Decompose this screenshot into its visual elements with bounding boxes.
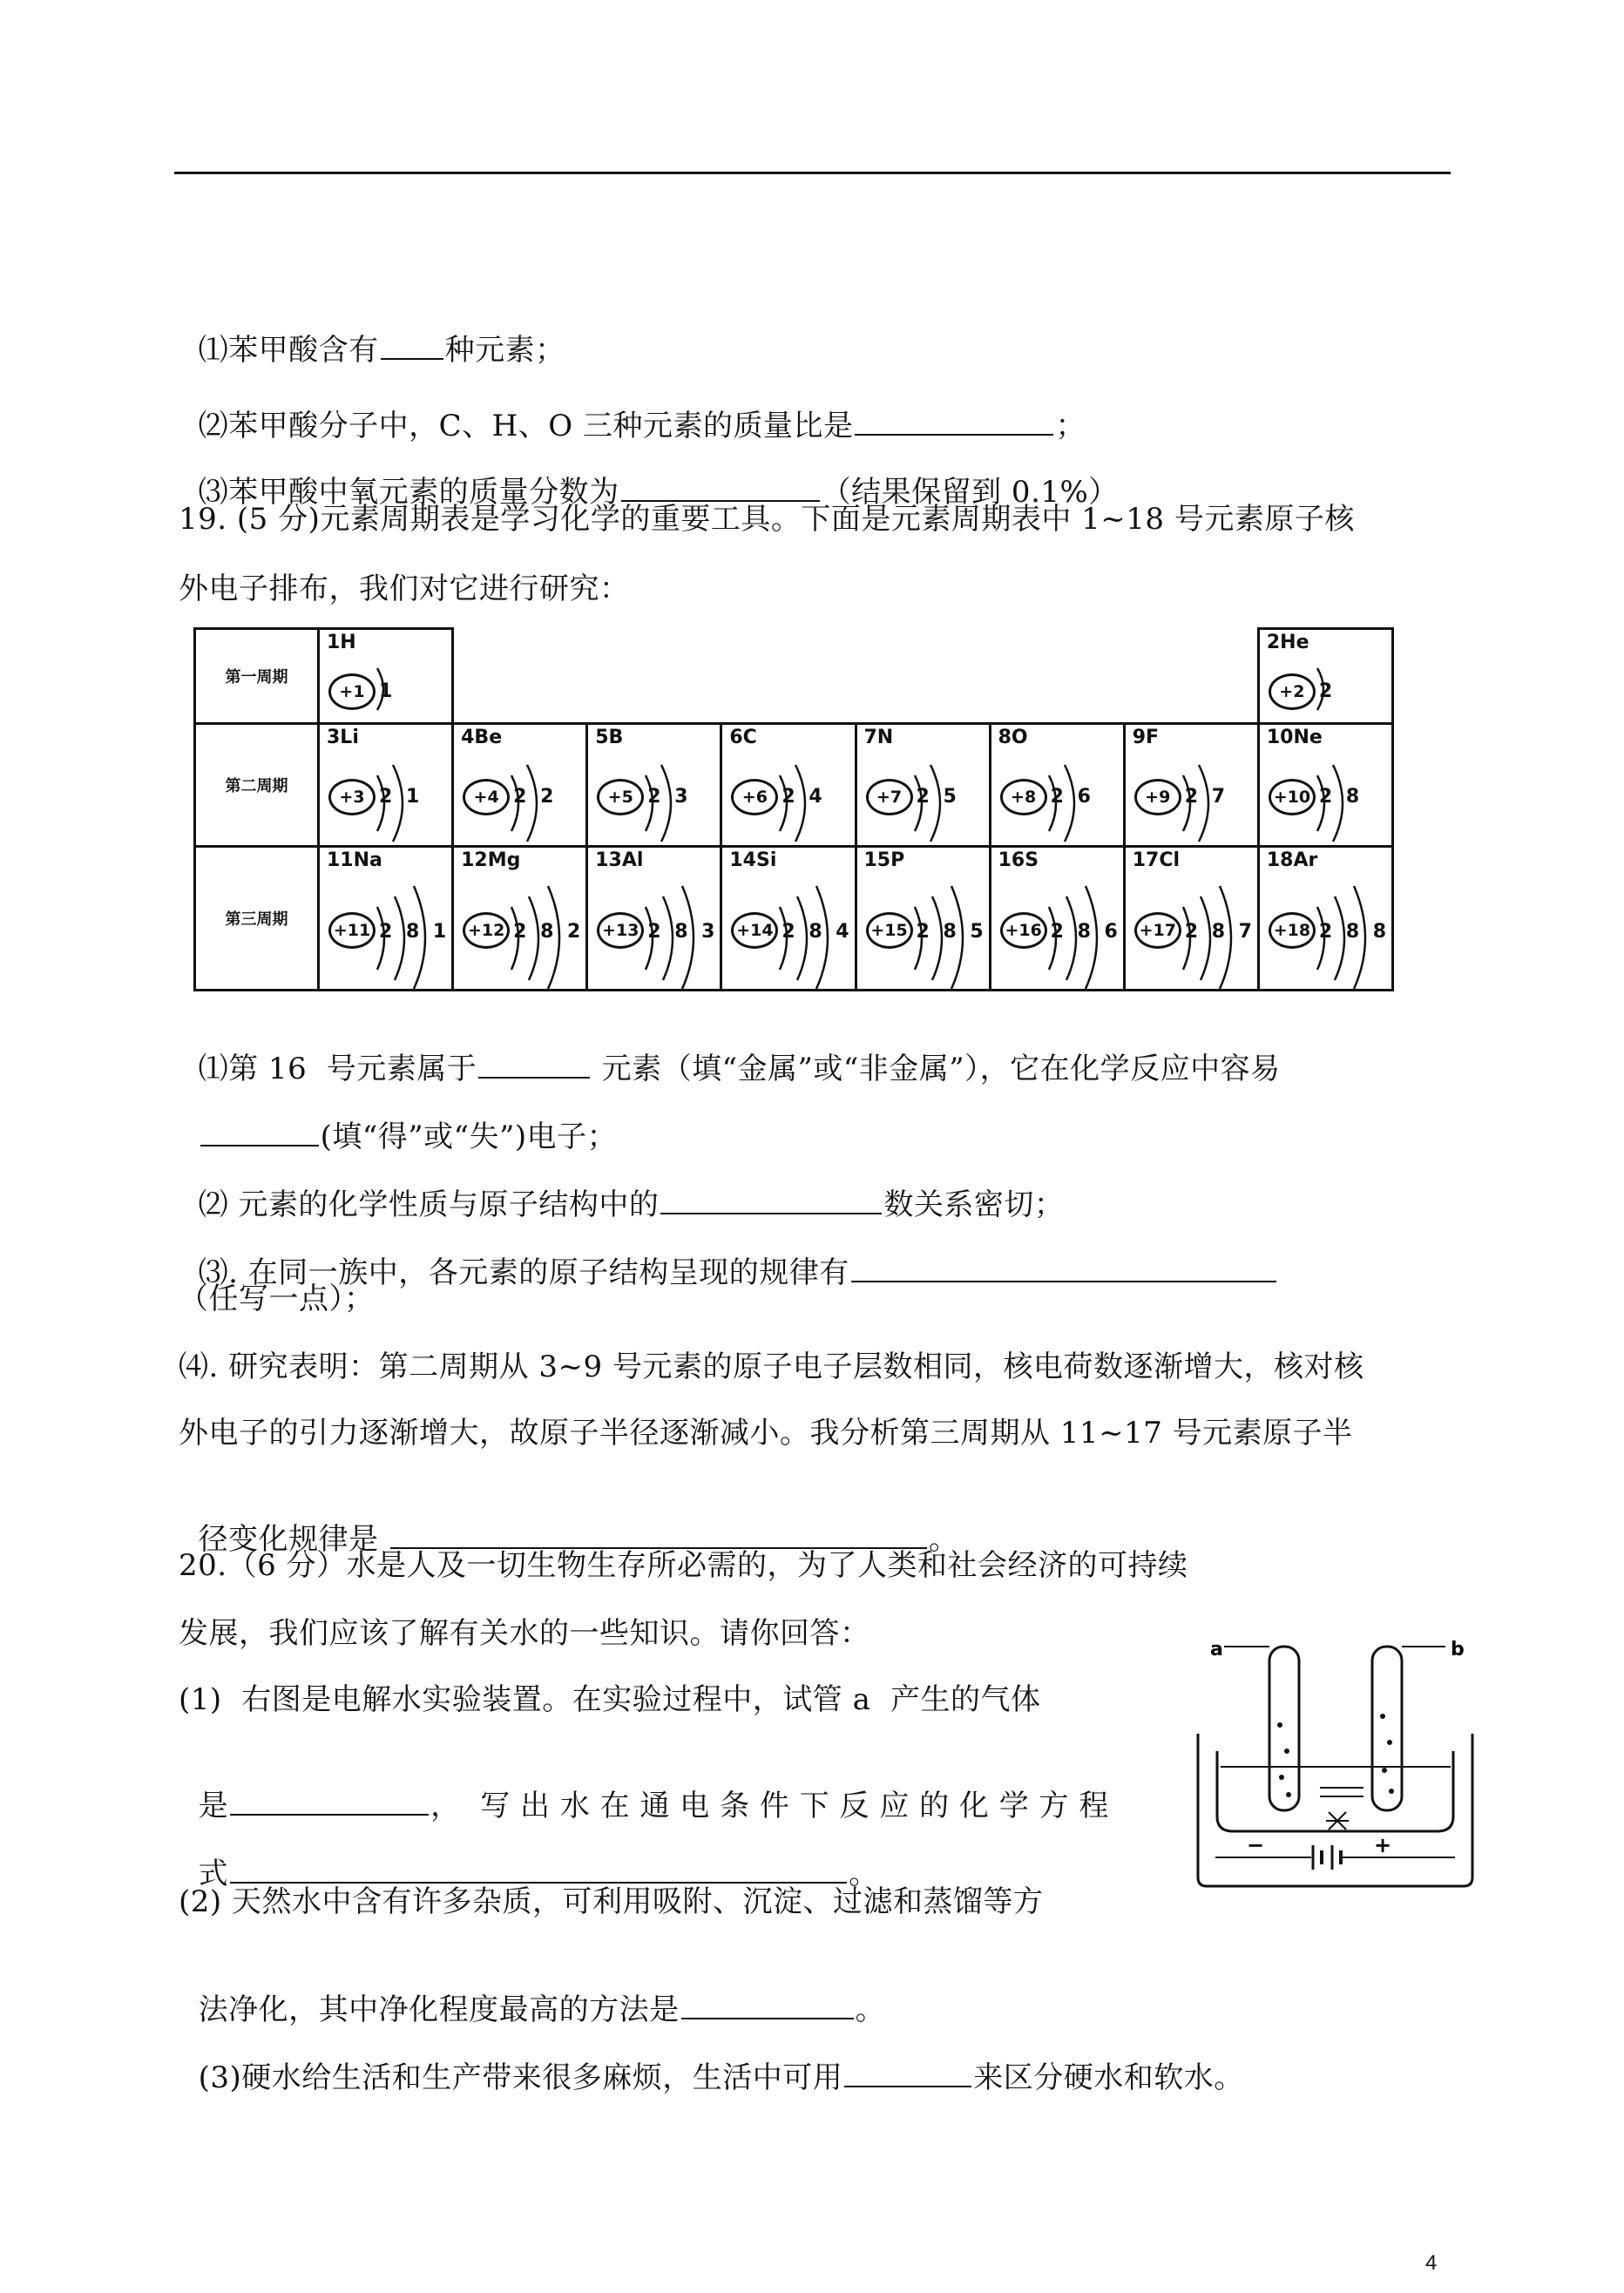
element-cell — [1258, 723, 1392, 846]
q19-sub4-line2: 外电子的引力逐渐增大，故原子半径逐渐减小。我分析第三周期从 11~17 号元素原子半 — [179, 1416, 1353, 1451]
element-cell — [1258, 846, 1392, 990]
nucleus: +7 — [866, 779, 913, 815]
element-symbol: 4Be — [461, 726, 503, 748]
q18-part3-text-end: （结果保留到 0.1%） — [821, 475, 1119, 510]
q20-intro-line2: 发展，我们应该了解有关水的一些知识。请你回答： — [179, 1616, 870, 1651]
q19-sub2-text-end: 数关系密切； — [883, 1187, 1065, 1222]
q20-sub1-line1: (1) 右图是电解水实验装置。在实验过程中，试管 a 产生的气体 — [179, 1682, 1041, 1717]
nucleus: +6 — [731, 779, 778, 815]
element-cell — [319, 846, 453, 990]
positive-terminal-label: + — [1374, 1833, 1392, 1857]
page-number: 4 — [1425, 2251, 1438, 2275]
nucleus: +18 — [1269, 912, 1316, 949]
q19-sub1-text-cont: 元素（填“金属”或“非金属”），它在化学反应中容易 — [592, 1052, 1281, 1086]
element-cell — [990, 846, 1124, 990]
answer-blank[interactable] — [681, 1992, 854, 2019]
q20-sub1-text: 是 — [198, 1789, 229, 1823]
element-cell — [856, 723, 990, 846]
nucleus: +11 — [328, 912, 376, 949]
q20-intro-line1: 20.（6 分）水是人及一切生物生存所必需的，为了人类和社会经济的可持续 — [179, 1548, 1188, 1583]
answer-blank[interactable] — [851, 1255, 1276, 1282]
answer-blank[interactable] — [381, 332, 443, 360]
electron-shells: 2 8 5 — [916, 920, 987, 943]
element-symbol: 18Ar — [1266, 849, 1318, 871]
electron-shells: 2 8 3 — [647, 920, 719, 943]
element-symbol: 1H — [327, 632, 356, 653]
row-label-period3: 第三周期 — [195, 846, 319, 990]
electron-shells: 1 — [379, 680, 396, 702]
element-symbol: 11Na — [327, 849, 382, 871]
q19-sub4-text-end: 。 — [928, 1522, 959, 1557]
tube-a-label: a — [1210, 1639, 1223, 1661]
q18-part1-text-end: 种元素； — [444, 333, 565, 368]
electron-shells: 2 3 — [647, 785, 692, 808]
element-cell — [319, 723, 453, 846]
q18-part1 — [179, 290, 565, 370]
nucleus: +16 — [1000, 912, 1047, 949]
electron-shells: 2 2 — [513, 785, 558, 808]
nucleus: +14 — [731, 912, 778, 949]
q19-sub1-text: ⑴第 16 号元素属于 — [198, 1052, 477, 1086]
q18-part2-text-end: ； — [1055, 409, 1086, 443]
q20-sub1-text-end: 。 — [849, 1857, 879, 1891]
q19-sub1-text-end: (填“得”或“失”)电子； — [320, 1119, 618, 1154]
element-symbol: 17Cl — [1132, 849, 1181, 871]
q19-intro-line1: 19. (5 分)元素周期表是学习化学的重要工具。下面是元素周期表中 1~18 号元素原子核 — [179, 502, 1355, 537]
element-symbol: 2He — [1266, 632, 1309, 653]
electron-shells: 2 7 — [1184, 785, 1229, 808]
q18-part1-text: ⑴苯甲酸含有 — [198, 333, 379, 368]
nucleus: +4 — [463, 779, 510, 815]
element-symbol: 3Li — [327, 726, 359, 748]
answer-blank[interactable] — [478, 1051, 590, 1079]
nucleus: +13 — [597, 912, 644, 949]
nucleus: +3 — [328, 779, 376, 815]
electron-shells: 2 8 7 — [1184, 920, 1255, 943]
q19-intro-line2: 外电子排布，我们对它进行研究： — [179, 572, 630, 606]
nucleus: +15 — [866, 912, 913, 949]
element-cell — [453, 723, 587, 846]
electron-shells: 2 5 — [916, 785, 960, 808]
nucleus: +1 — [328, 673, 376, 710]
element-cell — [319, 629, 453, 724]
q18-part3-text: ⑶苯甲酸中氧元素的质量分数为 — [198, 475, 619, 510]
q20-sub2-text: 法净化，其中净化程度最高的方法是 — [198, 1992, 680, 2027]
element-cell — [587, 846, 721, 990]
negative-terminal-label: − — [1247, 1833, 1265, 1857]
q20-sub1-text-cont: ， 写 出 水 在 通 电 条 件 下 反 应 的 化 学 方 程 — [430, 1789, 1109, 1823]
element-cell — [721, 723, 856, 846]
answer-blank[interactable] — [230, 1856, 847, 1884]
nucleus: +8 — [1000, 779, 1047, 815]
q19-sub2-text: ⑵ 元素的化学性质与原子结构中的 — [198, 1187, 660, 1222]
nucleus: +10 — [1269, 779, 1316, 815]
element-cell — [856, 846, 990, 990]
q20-sub3-text-end: 来区分硬水和软水。 — [973, 2060, 1244, 2095]
q19-sub3-text: ⑶. 在同一族中，各元素的原子结构呈现的规律有 — [198, 1255, 849, 1290]
answer-blank[interactable] — [844, 2060, 971, 2087]
element-symbol: 16S — [998, 849, 1039, 871]
element-symbol: 10Ne — [1266, 726, 1323, 748]
element-cell — [1258, 629, 1392, 724]
electron-shells: 2 1 — [379, 785, 423, 808]
tube-b-label: b — [1451, 1639, 1465, 1661]
electron-shells: 2 8 6 — [1050, 920, 1121, 943]
element-symbol: 9F — [1132, 726, 1160, 748]
electron-shells: 2 8 8 — [1318, 920, 1391, 943]
periodic-table-figure — [193, 627, 1394, 991]
nucleus: +5 — [597, 779, 644, 815]
answer-blank[interactable] — [230, 1788, 429, 1816]
element-symbol: 7N — [863, 726, 894, 748]
q20-sub3-text: (3)硬水给生活和生产带来很多麻烦，生活中可用 — [198, 2060, 843, 2095]
q20-sub3 — [179, 2018, 1244, 2098]
q19-sub3-line2: （任写一点）； — [179, 1282, 375, 1316]
nucleus: +9 — [1134, 779, 1181, 815]
q19-sub4-text: 径变化规律是 — [198, 1522, 389, 1557]
electrolysis-apparatus-icon — [1189, 1629, 1481, 1895]
electron-shells: 2 6 — [1050, 785, 1094, 808]
header-rule — [174, 172, 1451, 174]
electron-shells: 2 8 2 — [513, 920, 585, 943]
q18-part2-text: ⑵苯甲酸分子中，C、H、O 三种元素的质量比是 — [198, 409, 854, 443]
q20-sub2-line1: (2) 天然水中含有许多杂质，可利用吸附、沉淀、过滤和蒸馏等方 — [179, 1884, 1044, 1919]
element-symbol: 14Si — [729, 849, 777, 871]
element-symbol: 5B — [595, 726, 624, 748]
nucleus: +2 — [1269, 673, 1316, 710]
q20-sub2-text-end: 。 — [855, 1992, 886, 2027]
electron-shells: 2 — [1318, 680, 1336, 702]
element-cell — [1124, 846, 1258, 990]
element-symbol: 12Mg — [461, 849, 521, 871]
nucleus: +12 — [463, 912, 510, 949]
element-cell — [990, 723, 1124, 846]
row-label-period1: 第一周期 — [195, 629, 319, 724]
q19-sub4-line1: ⑷. 研究表明：第二周期从 3~9 号元素的原子电子层数相同，核电荷数逐渐增大，核对核 — [179, 1349, 1364, 1384]
nucleus: +17 — [1134, 912, 1181, 949]
element-cell — [587, 723, 721, 846]
electron-shells: 2 8 4 — [782, 920, 853, 943]
element-symbol: 15P — [863, 849, 905, 871]
electrolysis-apparatus-figure — [1189, 1629, 1481, 1895]
answer-blank[interactable] — [200, 1119, 319, 1146]
element-cell — [453, 846, 587, 990]
element-symbol: 8O — [998, 726, 1028, 748]
element-cell — [721, 846, 856, 990]
element-symbol: 13Al — [595, 849, 644, 871]
periodic-table — [193, 627, 1394, 991]
answer-blank[interactable] — [621, 474, 820, 502]
electron-shells: 2 8 — [1318, 785, 1363, 808]
row-label-period2: 第二周期 — [195, 723, 319, 846]
answer-blank[interactable] — [660, 1187, 882, 1214]
electron-shells: 2 4 — [782, 785, 826, 808]
element-symbol: 6C — [729, 726, 757, 748]
element-cell — [1124, 723, 1258, 846]
electron-shells: 2 8 1 — [379, 920, 450, 943]
q20-sub1-text-start: 式 — [198, 1857, 229, 1891]
